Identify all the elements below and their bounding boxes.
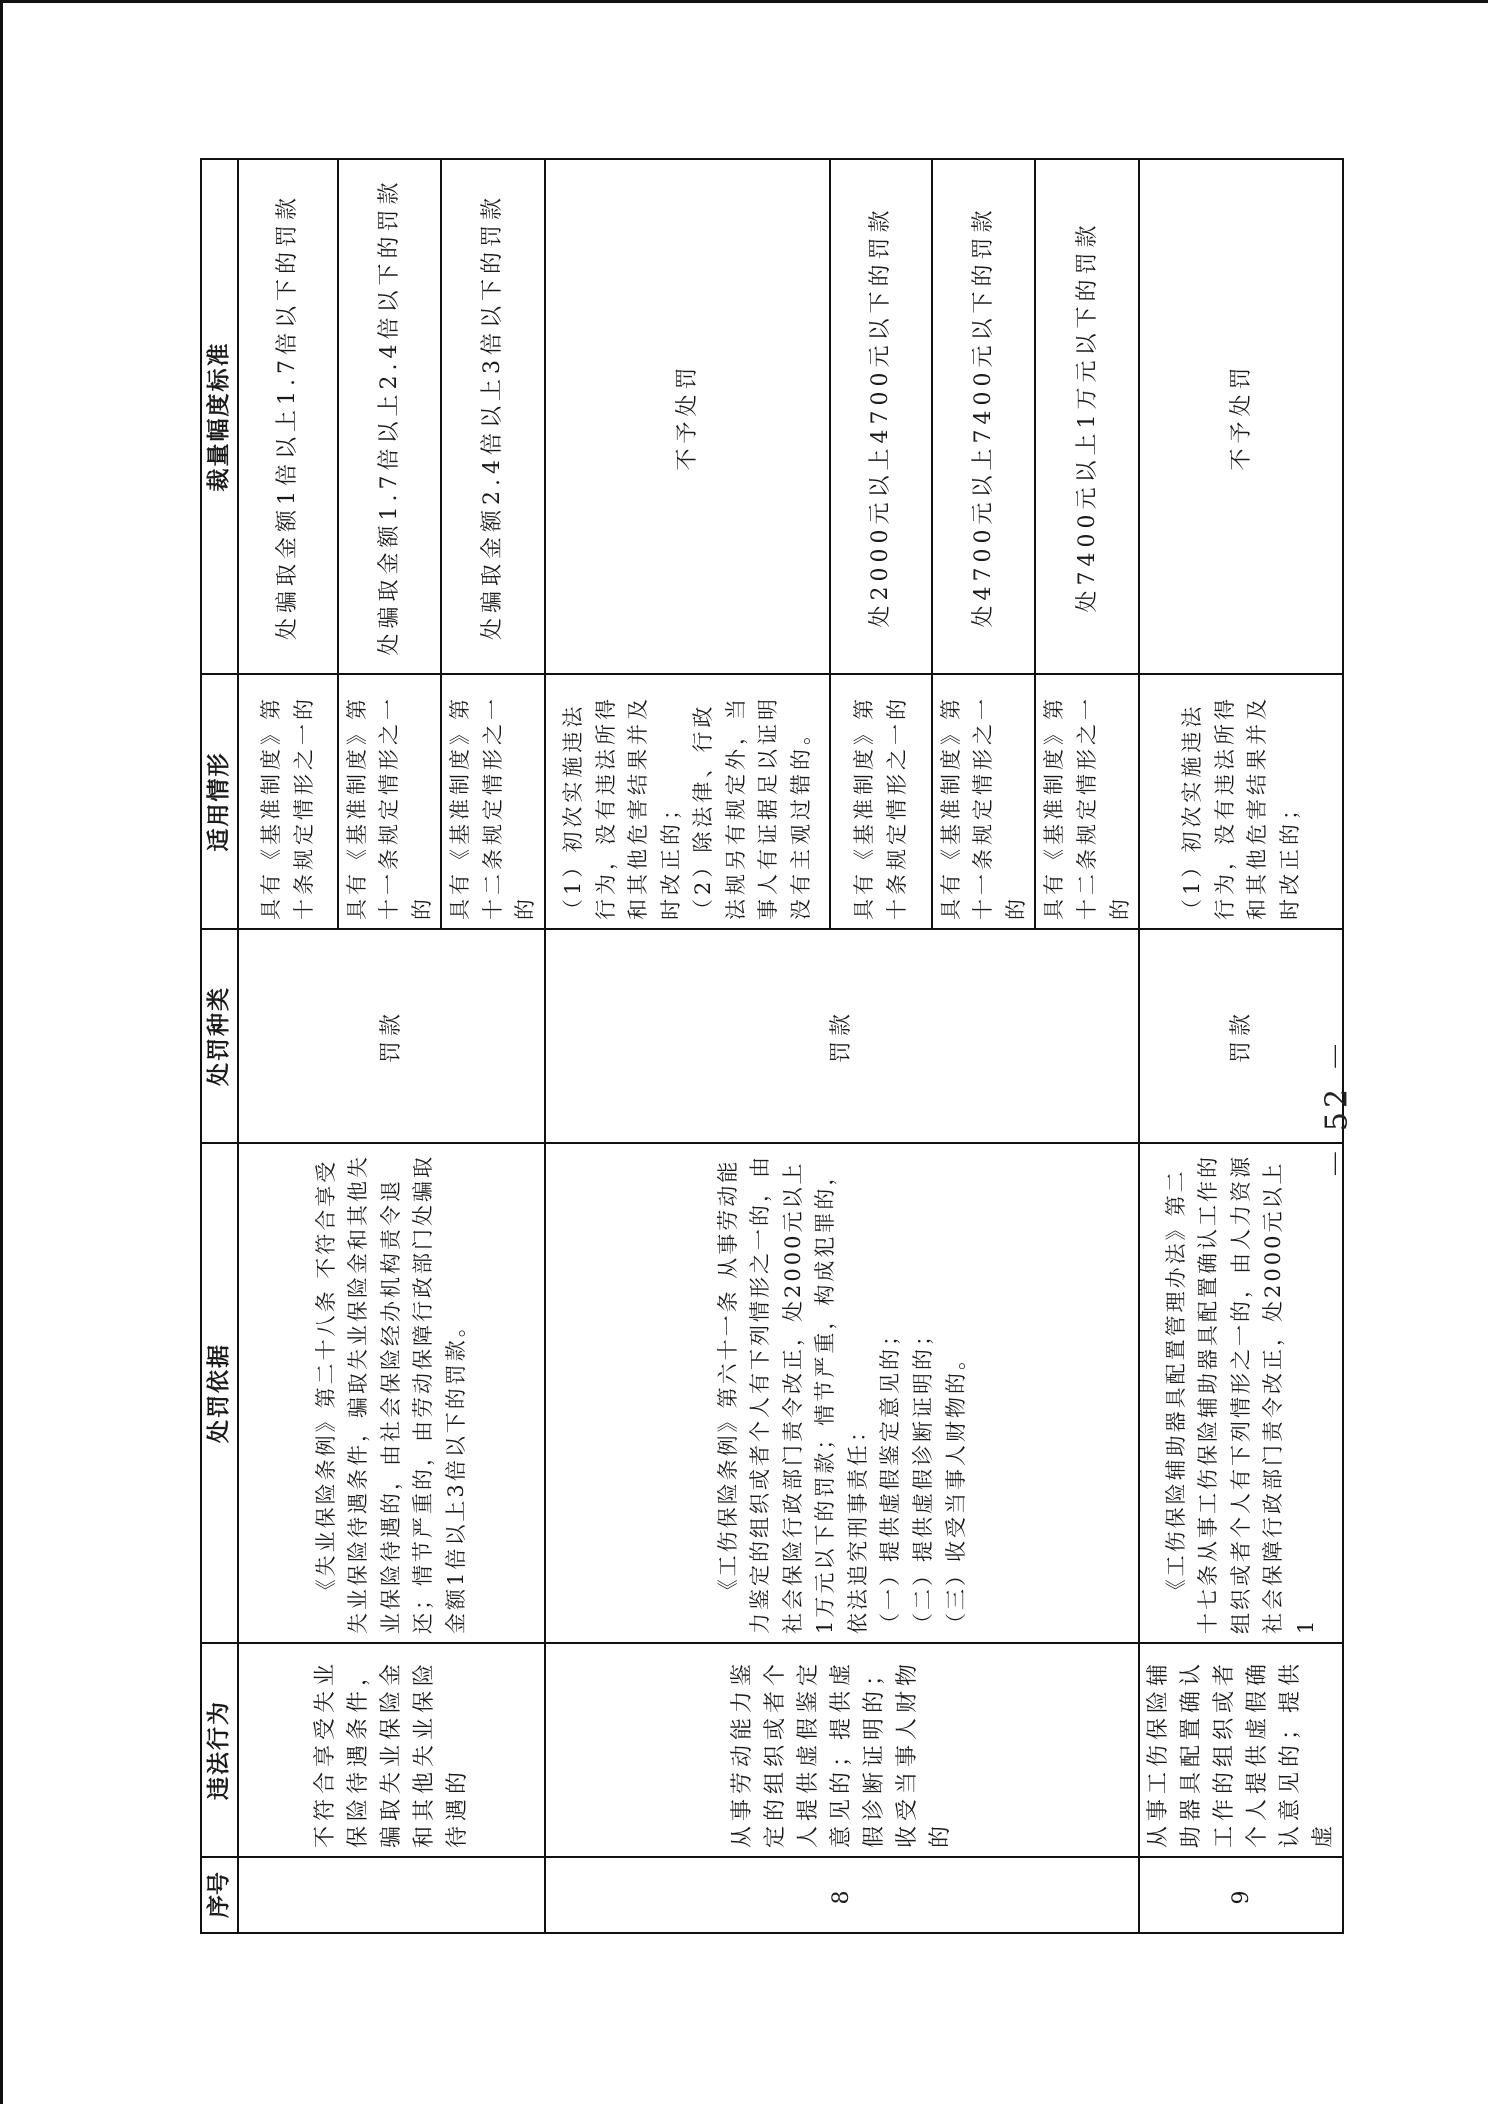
row8-standard-3: 处4700元以上7400元以下的罚款 — [932, 159, 1036, 674]
row1-standard-2: 处骗取金额1.7倍以上2.4倍以下的罚款 — [338, 159, 442, 674]
row1-violation: 不符合享受失业保险待遇条件，骗取失业保险金和其他失业保险待遇的 — [238, 1643, 545, 1857]
page-number — [1296, 1037, 1372, 1179]
header-penalty-type: 处罚种类 — [201, 929, 238, 1143]
row8-violation: 从事劳动能力鉴定的组织或者个人提供虚假鉴定意见的；提供虚假诊断证明的；收受当事人财物的 — [545, 1643, 1139, 1857]
header-standard: 裁量幅度标准 — [201, 159, 238, 674]
penalty-standards-table — [200, 158, 1344, 1934]
table-row — [238, 159, 338, 1933]
row8-condition-3: 具有《基准制度》第十一条规定情形之一的 — [932, 674, 1036, 929]
row1-penalty-type: 罚款 — [238, 929, 545, 1143]
row9-penalty-type: 罚款 — [1139, 929, 1343, 1143]
header-violation: 违法行为 — [201, 1643, 238, 1857]
row8-no: 8 — [545, 1857, 1139, 1933]
row8-condition-1 — [545, 674, 830, 929]
row8-basis-item-3: （三）收受当事人财物的。 — [943, 1346, 968, 1634]
row8-condition-4: 具有《基准制度》第十二条规定情形之一的 — [1035, 674, 1139, 929]
row8-condition-2: 具有《基准制度》第十条规定情形之一的 — [830, 674, 932, 929]
row1-no — [238, 1857, 545, 1933]
row9-basis — [1139, 1143, 1343, 1643]
row8-standard-1: 不予处罚 — [545, 159, 830, 674]
row1-standard-3: 处骗取金额2.4倍以上3倍以下的罚款 — [441, 159, 545, 674]
row8-condition-1-line-2: （2）除法律、行政法规另有规定外，当事人有证据足以证明没有主观过错的。 — [691, 695, 813, 920]
row1-standard-1: 处骗取金额1倍以上1.7倍以下的罚款 — [238, 159, 338, 674]
row8-standard-2: 处2000元以上4700元以下的罚款 — [830, 159, 932, 674]
page-number-text: － 52 － — [1320, 1037, 1355, 1179]
row9-basis-text: 《工伤保险辅助器具配置管理办法》第二十七条从事工伤保险辅助器具配置确认工作的组织或者个人有下列情形之一的，由人力资源社会保障行政部门责令改正，处2000元以上1 — [1163, 1154, 1318, 1634]
page-edge-top — [0, 0, 1488, 3]
row8-penalty-type: 罚款 — [545, 929, 1139, 1143]
row9-violation: 从事工伤保险辅助器具配置确认工作的组织或者个人提供虚假确认意见的；提供虚 — [1139, 1643, 1343, 1857]
table-header-row — [201, 159, 238, 1933]
row1-condition-3: 具有《基准制度》第十二条规定情形之一的 — [441, 674, 545, 929]
row9-condition-1: （1）初次实施违法行为，没有违法所得和其他危害结果并及时改正的； — [1139, 674, 1343, 929]
rotated-page-content — [200, 160, 1337, 1934]
row9-standard-1: 不予处罚 — [1139, 159, 1343, 674]
penalty-table-frame — [200, 160, 1337, 1934]
header-basis: 处罚依据 — [201, 1143, 238, 1643]
table-row — [545, 159, 830, 1933]
row8-basis-item-1: （一）提供虚假鉴定意见的； — [878, 1322, 903, 1634]
row8-standard-4: 处7400元以上1万元以下的罚款 — [1035, 159, 1139, 674]
header-condition: 适用情形 — [201, 674, 238, 929]
page-edge-left — [0, 0, 3, 2104]
row8-basis — [545, 1143, 1139, 1643]
header-no: 序号 — [201, 1857, 238, 1933]
row8-basis-main: 《工伤保险条例》第六十一条 从事劳动能力鉴定的组织或者个人有下列情形之一的，由社会保险行政部门责令改正，处2000元以上1万元以下的罚款；情节严重，构成犯罪的，依法追究刑事责任： — [715, 1154, 870, 1634]
row1-basis — [238, 1143, 545, 1643]
row1-basis-text: 《失业保险条例》第二十八条 不符合享受失业保险待遇条件，骗取失业保险金和其他失业保险待遇的，由社会保险经办机构责令退还；情节严重的，由劳动保障行政部门处骗取金额1倍以上3倍以下的罚款。 — [313, 1154, 468, 1634]
row8-condition-1-line-1: （1）初次实施违法行为，没有违法所得和其他危害结果并及时改正的； — [561, 695, 683, 920]
row1-condition-2: 具有《基准制度》第十一条规定情形之一的 — [338, 674, 442, 929]
row8-basis-item-2: （二）提供虚假诊断证明的； — [911, 1322, 936, 1634]
row9-no: 9 — [1139, 1857, 1343, 1933]
row1-condition-1: 具有《基准制度》第十条规定情形之一的 — [238, 674, 338, 929]
